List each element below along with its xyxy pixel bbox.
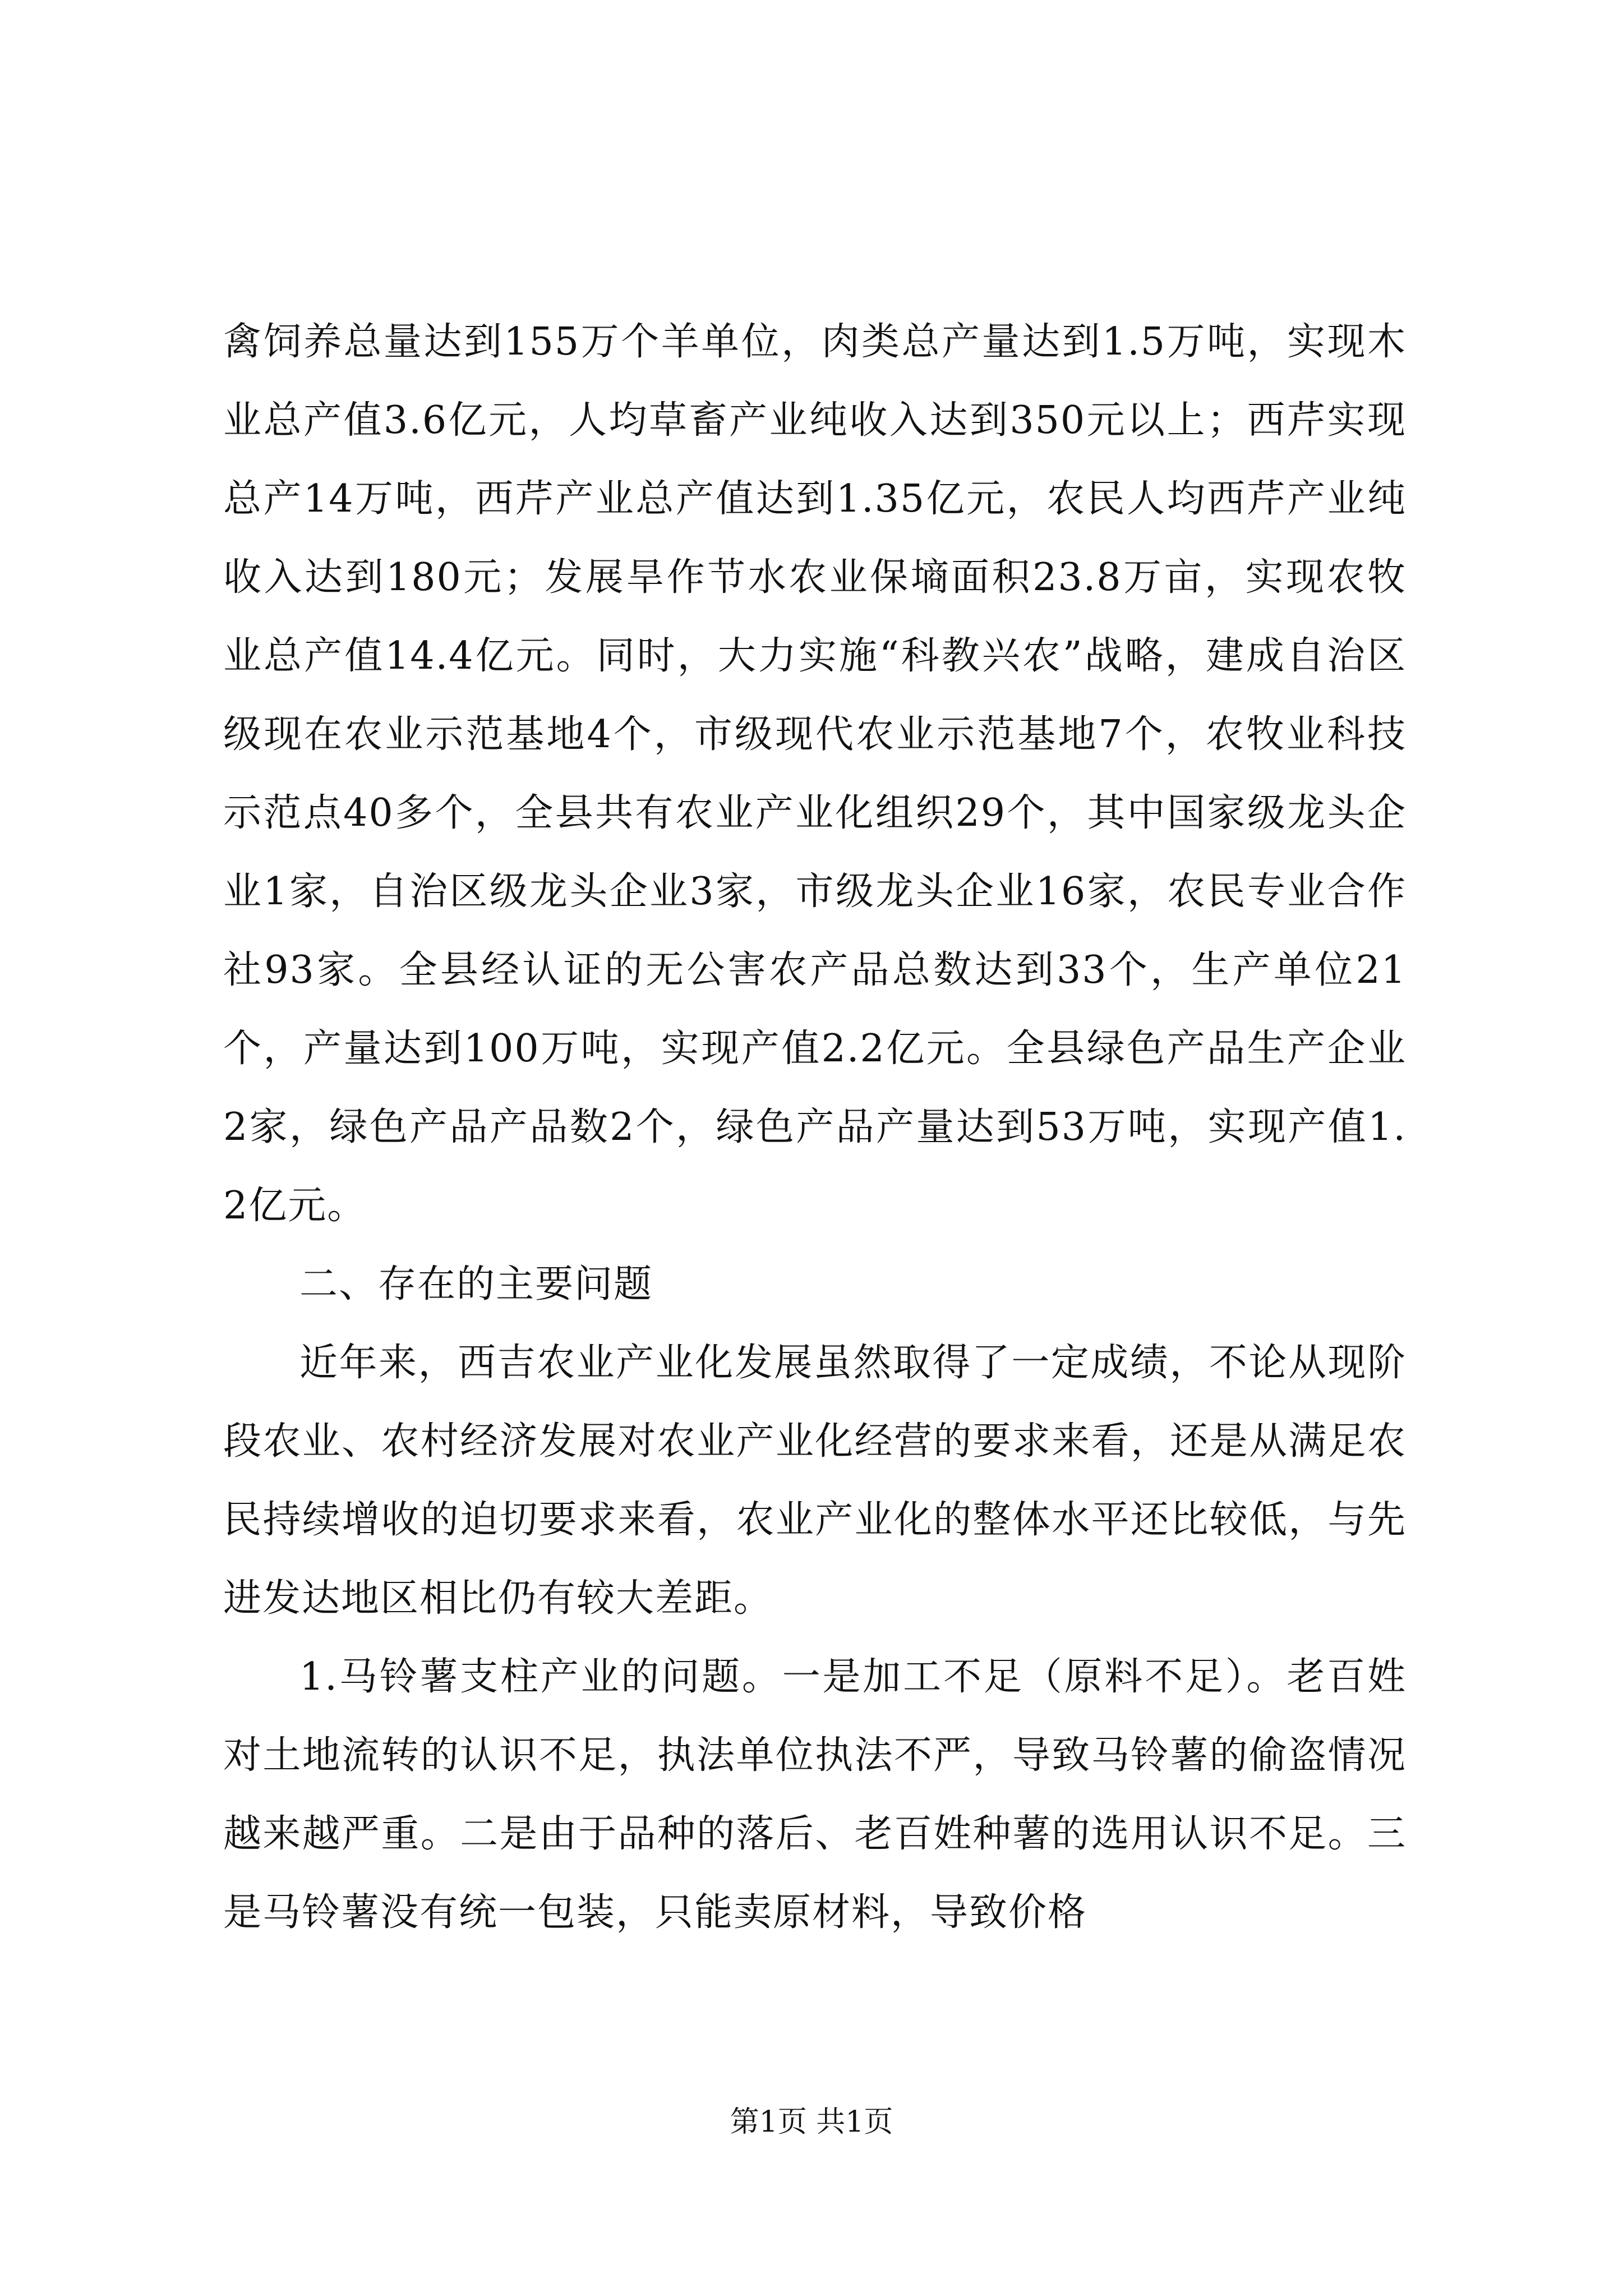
- paragraph-livestock-statistics: 禽饲养总量达到155万个羊单位，肉类总产量达到1.5万吨，实现木业总产值3.6亿元，人均草畜产业纯收入达到350元以上；西芹实现总产14万吨，西芹产业总产值达到1.35亿元，农民人均西芹产业纯收入达到180元；发展旱作节水农业保墒面积23.8万亩，实现农牧业总产值14.4亿元。同时，大力实施“科教兴农”战略，建成自治区级现在农业示范基地4个，市级现代农业示范基地7个，农牧业科技示范点40多个，全县共有农业产业化组织29个，其中国家级龙头企业1家，自治区级龙头企业3家，市级龙头企业16家，农民专业合作社93家。全县经认证的无公害农产品总数达到33个，生产单位21个，产量达到100万吨，实现产值2.2亿元。全县绿色产品生产企业2家，绿色产品产品数2个，绿色产品产量达到53万吨，实现产值1.2亿元。: [223, 320, 1407, 1228]
- paragraph-potato-industry-problems: 1.马铃薯支柱产业的问题。一是加工不足（原料不足）。老百姓对土地流转的认识不足，执法单位执法不严，导致马铃薯的偷盗情况越来越严重。二是由于品种的落后、老百姓种薯的选用认识不足。三是马铃薯没有统一包装，只能卖原材料，导致价格: [223, 1655, 1407, 1935]
- page-footer: 第1页 共1页: [730, 2105, 893, 2139]
- paragraph-problems-overview: 近年来，西吉农业产业化发展虽然取得了一定成绩，不论从现阶段农业、农村经济发展对农业产业化经营的要求来看，还是从满足农民持续增收的迫切要求来看，农业产业化的整体水平还比较低，与先进发达地区相比仍有较大差距。: [223, 1341, 1407, 1621]
- section-heading-main-problems: 二、存在的主要问题: [299, 1262, 653, 1306]
- document-body: [223, 303, 1407, 1952]
